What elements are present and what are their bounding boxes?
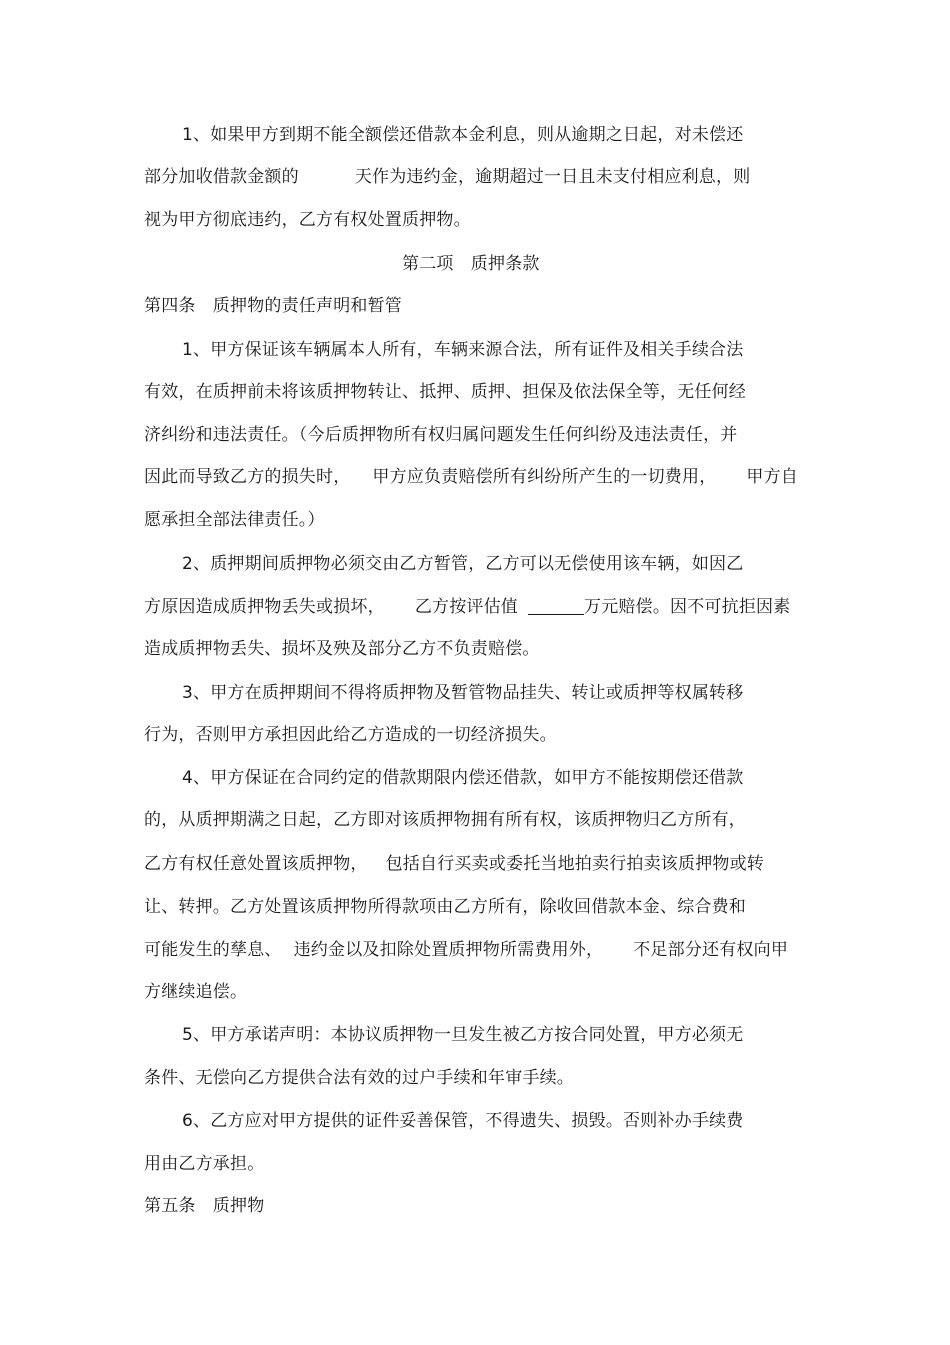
text-segment: 部分加收借款金额的 (144, 167, 299, 187)
paragraph-line: 2、质押期间质押物必须交由乙方暂管，乙方可以无偿使用该车辆，如因乙 (182, 554, 744, 574)
paragraph-line: 视为甲方彻底违约，乙方有权处置质押物。 (144, 210, 471, 230)
paragraph-line: 行为，否则甲方承担因此给乙方造成的一切经济损失。 (144, 725, 557, 745)
paragraph-line: 4、甲方保证在合同约定的借款期限内偿还借款，如甲方不能按期偿还借款 (182, 768, 744, 788)
text-segment: 违约金以及扣除处置质押物所需费用外， (293, 940, 604, 960)
text-segment: 包括自行买卖或委托当地拍卖行拍卖该质押物或转 (385, 854, 765, 874)
text-segment: 万元赔偿。因不可抗拒因素 (584, 597, 791, 617)
paragraph-line: 愿承担全部法律责任。） (144, 510, 325, 530)
text-segment: 天作为违约金，逾期超过一日且未支付相应利息，则 (354, 167, 751, 187)
text-segment: 乙方按评估值 (414, 597, 519, 617)
paragraph-line: 有效，在质押前未将该质押物转让、抵押、质押、担保及依法保全等，无任何经 (144, 382, 746, 402)
paragraph-line (144, 939, 788, 961)
paragraph-line: 3、甲方在质押期间不得将质押物及暂管物品挂失、转让或质押等权属转移 (182, 683, 744, 703)
paragraph-line: 6、乙方应对甲方提供的证件妥善保管，不得遗失、损毁。否则补办手续费 (182, 1111, 744, 1131)
paragraph-line: 1、如果甲方到期不能全额偿还借款本金利息，则从逾期之日起，对未偿还 (182, 125, 744, 145)
paragraph-line (144, 596, 790, 618)
paragraph-line: 造成质押物丢失、损坏及殃及部分乙方不负责赔偿。 (144, 639, 540, 659)
text-segment: 甲方自 (746, 467, 799, 487)
paragraph-line: 用由乙方承担。 (144, 1154, 265, 1174)
paragraph-line: 济纠纷和违法责任。（今后质押物所有权归属问题发生任何纠纷及违法责任，并 (144, 425, 738, 445)
text-segment: 乙方有权任意处置该质押物， (144, 854, 368, 874)
paragraph-line (144, 466, 798, 488)
text-segment: 方原因造成质押物丢失或损坏， (144, 597, 385, 617)
paragraph-line: 1、甲方保证该车辆属本人所有，车辆来源合法，所有证件及相关手续合法 (182, 340, 744, 360)
section-heading: 第二项 质押条款 (402, 254, 540, 274)
fill-in-blank (528, 596, 584, 615)
text-segment: 因此而导致乙方的损失时， (144, 467, 351, 487)
paragraph-line: 的，从质押期满之日起，乙方即对该质押物拥有所有权，该质押物归乙方所有， (144, 810, 746, 830)
paragraph-line: 条件、无偿向乙方提供合法有效的过户手续和年审手续。 (144, 1068, 574, 1088)
article-heading: 第五条 质押物 (144, 1196, 265, 1216)
text-segment: 可能发生的孳息、 (144, 940, 282, 960)
paragraph-line: 方继续追偿。 (144, 982, 248, 1002)
article-heading: 第四条 质押物的责任声明和暂管 (144, 296, 402, 316)
paragraph-line (144, 166, 750, 188)
paragraph-line: 5、甲方承诺声明：本协议质押物一旦发生被乙方按合同处置，甲方必须无 (182, 1025, 744, 1045)
text-segment: 甲方应负责赔偿所有纠纷所产生的一切费用， (372, 467, 717, 487)
paragraph-line: 让、转押。乙方处置该质押物所得款项由乙方所有，除收回借款本金、综合费和 (144, 897, 746, 917)
paragraph-line (144, 853, 764, 875)
text-segment: 不足部分还有权向甲 (633, 940, 789, 960)
